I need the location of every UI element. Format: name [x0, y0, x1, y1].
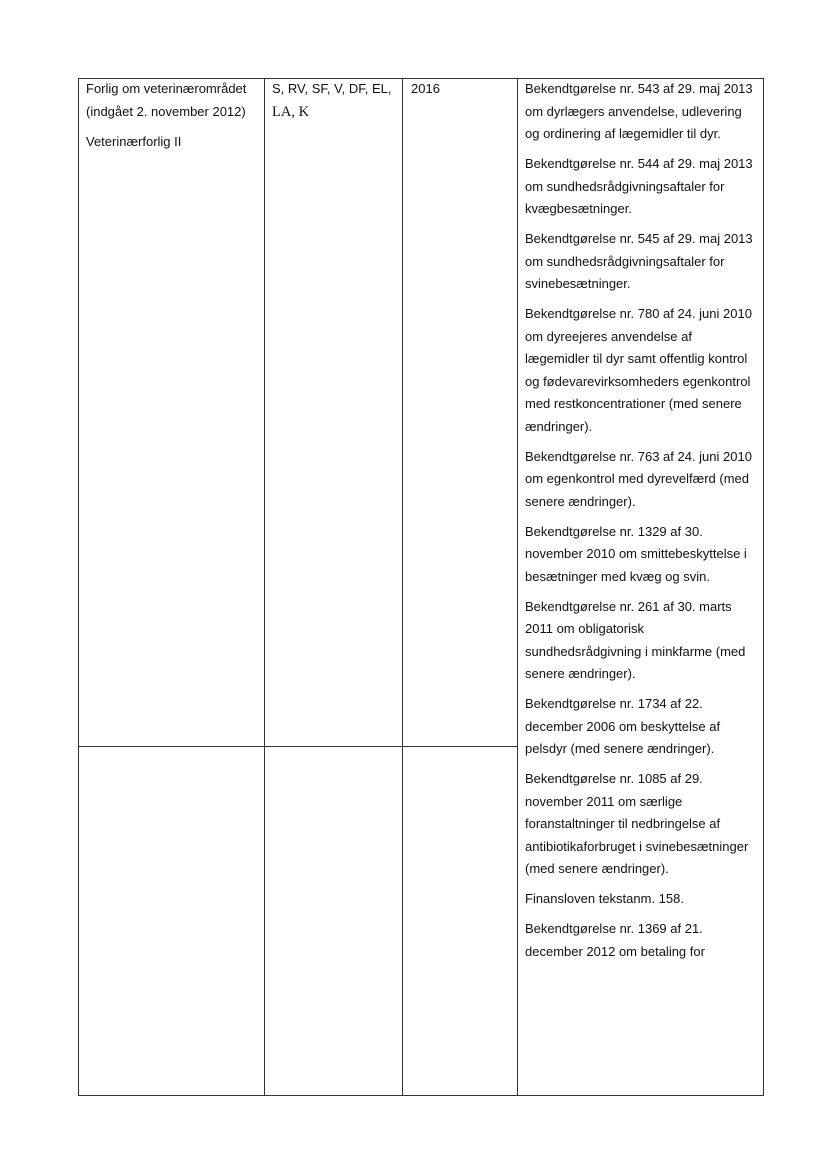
year-cell	[411, 78, 511, 101]
column-divider-3	[517, 78, 518, 1096]
parties-line-1: S, RV, SF, V, DF, EL,	[272, 81, 392, 96]
table-border-right	[763, 78, 764, 1096]
agreement-title: Forlig om veterinærområdet (indgået 2. november 2012)	[86, 81, 247, 119]
parties-cell	[272, 78, 398, 123]
table-border-left	[78, 78, 79, 1096]
regulation-item: Finansloven tekstanm. 158.	[525, 891, 684, 906]
table-border-bottom	[78, 1095, 764, 1096]
regulation-item: Bekendtgørelse nr. 543 af 29. maj 2013 om dyrlægers anvendelse, udlevering og ordinering af lægemidler til dyr.	[525, 81, 753, 141]
regulation-item: Bekendtgørelse nr. 780 af 24. juni 2010 om dyreejeres anvendelse af lægemidler til dyr samt offentlig kontrol og fødevarevirksomheders egenkontrol med restkoncentrationer (med senere ændringer).	[525, 306, 752, 434]
regulation-item: Bekendtgørelse nr. 1085 af 29. november 2011 om særlige foranstaltninger til nedbringelse af antibiotikaforbruget i svinebesætninger (med senere ændringer).	[525, 771, 749, 876]
agreement-cell	[86, 78, 256, 161]
regulation-item: Bekendtgørelse nr. 763 af 24. juni 2010 om egenkontrol med dyrevelfærd (med senere ændringer).	[525, 448, 752, 509]
column-divider-2	[402, 78, 403, 1096]
regulation-item: Bekendtgørelse nr. 544 af 29. maj 2013 om sundhedsrådgivningsaftaler for kvægbesætninger.	[525, 156, 753, 216]
regulation-item: Bekendtgørelse nr. 1329 af 30. november 2010 om smittebeskyttelse i besætninger med kvæg og svin.	[525, 523, 747, 584]
row-divider	[78, 746, 517, 747]
agreement-subtitle: Veterinærforlig II	[86, 133, 182, 149]
parties-line-2: LA, K	[272, 103, 310, 120]
regulation-item: Bekendtgørelse nr. 545 af 29. maj 2013 om sundhedsrådgivningsaftaler for svinebesætninger.	[525, 231, 753, 291]
agreement-year: 2016	[411, 81, 440, 96]
regulation-item: Bekendtgørelse nr. 1369 af 21. december 2012 om betaling for	[525, 921, 705, 959]
regulation-item: Bekendtgørelse nr. 261 af 30. marts 2011 om obligatorisk sundhedsrådgivning i minkfarme (med senere ændringer).	[525, 598, 746, 681]
regulations-cell	[525, 78, 759, 971]
column-divider-1	[264, 78, 265, 1096]
regulation-item: Bekendtgørelse nr. 1734 af 22. december 2006 om beskyttelse af pelsdyr (med senere ændringer).	[525, 696, 721, 756]
